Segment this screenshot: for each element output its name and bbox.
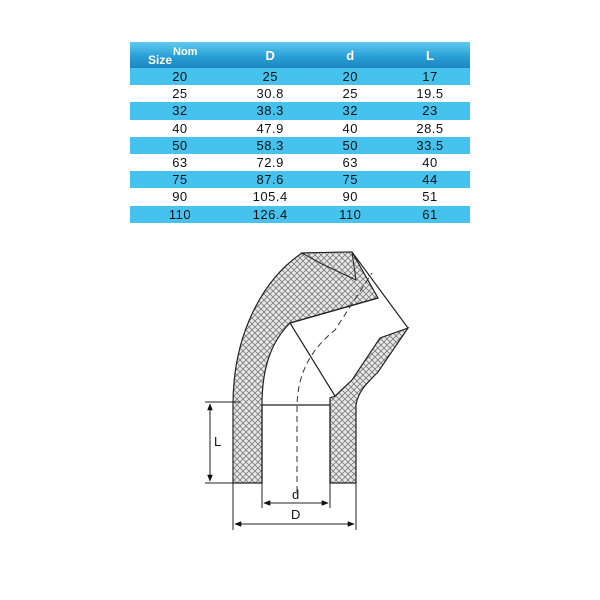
header-D: D bbox=[265, 47, 275, 63]
header-d: d bbox=[346, 47, 355, 63]
cell-D: 105.4 bbox=[252, 189, 288, 205]
dim-D-label: D bbox=[291, 507, 301, 522]
cell-d: 40 bbox=[342, 120, 358, 136]
dim-d-label: d bbox=[292, 487, 300, 502]
cell-D: 38.3 bbox=[256, 103, 284, 119]
bottom-socket-bore bbox=[262, 405, 330, 483]
cell-d: 25 bbox=[342, 86, 358, 102]
cell-d: 75 bbox=[342, 172, 358, 188]
cell-D: 72.9 bbox=[256, 155, 284, 171]
cell-size: 20 bbox=[172, 69, 188, 85]
cell-size: 25 bbox=[172, 86, 188, 102]
cell-D: 25 bbox=[262, 69, 278, 85]
cell-d: 20 bbox=[342, 69, 358, 85]
cell-size: 63 bbox=[172, 155, 188, 171]
cell-L: 23 bbox=[422, 103, 438, 119]
cell-size: 110 bbox=[168, 206, 192, 222]
cell-L: 33.5 bbox=[416, 137, 444, 153]
right-wall-section bbox=[330, 328, 408, 483]
cell-L: 28.5 bbox=[416, 120, 444, 136]
cell-d: 50 bbox=[342, 137, 358, 153]
cell-D: 30.8 bbox=[256, 86, 284, 102]
cell-L: 61 bbox=[422, 206, 438, 222]
cell-D: 87.6 bbox=[256, 172, 284, 188]
cell-L: 44 bbox=[422, 172, 438, 188]
cell-L: 19.5 bbox=[416, 86, 444, 102]
cell-d: 110 bbox=[339, 206, 362, 222]
cell-size: 75 bbox=[172, 172, 188, 188]
cell-size: 40 bbox=[172, 120, 188, 136]
cell-size: 50 bbox=[172, 137, 188, 153]
cell-D: 58.3 bbox=[256, 137, 284, 153]
header-L: L bbox=[426, 47, 434, 63]
cell-D: 126.4 bbox=[252, 206, 288, 222]
cell-d: 32 bbox=[342, 103, 358, 119]
cell-size: 90 bbox=[172, 189, 188, 205]
cell-d: 90 bbox=[342, 189, 358, 205]
dim-L-label: L bbox=[214, 434, 222, 449]
cell-size: 32 bbox=[172, 103, 188, 119]
header-size-label: Size bbox=[148, 52, 173, 67]
cell-L: 51 bbox=[422, 189, 438, 205]
header-nom-label: Nom bbox=[173, 45, 198, 58]
cell-L: 40 bbox=[422, 155, 438, 171]
cell-L: 17 bbox=[422, 69, 438, 85]
cell-D: 47.9 bbox=[256, 120, 284, 136]
cell-d: 63 bbox=[342, 155, 358, 171]
